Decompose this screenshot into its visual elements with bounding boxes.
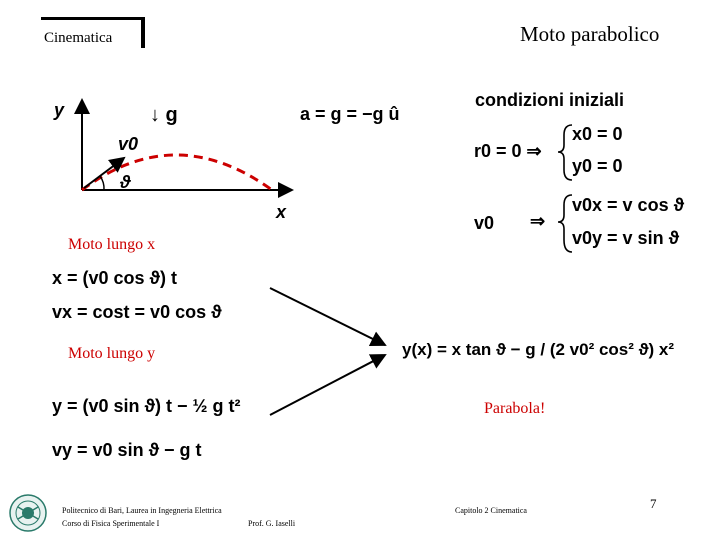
gravity-label: ↓ g <box>150 104 178 126</box>
motion-x-velocity-eq: vx = cost = v0 cos ϑ <box>52 302 222 322</box>
parabola-note: Parabola! <box>484 400 546 417</box>
acceleration-formula: a = g = −g û <box>300 104 400 124</box>
footer-chapter: Capitolo 2 Cinematica <box>455 506 527 515</box>
v0y-condition: v0y = v sin ϑ <box>572 228 680 248</box>
trajectory-curve <box>82 155 272 190</box>
motion-y-velocity-eq: vy = v0 sin ϑ − g t <box>52 440 202 460</box>
y-axis-label: y <box>54 100 65 120</box>
angle-arc <box>100 176 104 190</box>
footer-course: Corso di Fisica Sperimentale I <box>62 519 160 528</box>
initial-conditions-heading: condizioni iniziali <box>475 90 625 110</box>
motion-x-position-eq: x = (v0 cos ϑ) t <box>52 268 178 288</box>
angle-label: ϑ <box>120 172 131 192</box>
x-axis-label: x <box>276 202 287 222</box>
y0-condition: y0 = 0 <box>572 156 623 176</box>
footer-professor: Prof. G. Iaselli <box>248 519 296 528</box>
section-title: Cinematica <box>44 30 113 46</box>
slide-title: Moto parabolico <box>520 22 660 46</box>
velocity-label: v0 <box>118 134 139 154</box>
page-number: 7 <box>650 496 657 511</box>
v0x-condition: v0x = v cos ϑ <box>572 195 685 215</box>
v0-vector-label: v0 <box>474 213 495 233</box>
brace-r0 <box>558 125 572 180</box>
footer-institution: Politecnico di Bari, Laurea in Ingegneria Elettrica <box>62 506 222 515</box>
r0-condition: r0 = 0 ⇒ <box>474 141 542 161</box>
brace-v0 <box>558 195 572 252</box>
university-logo <box>10 495 46 531</box>
arrow-x-to-trajectory <box>270 288 385 345</box>
motion-y-position-eq: y = (v0 sin ϑ) t − ½ g t² <box>52 396 241 416</box>
arrow-y-to-trajectory <box>270 355 385 415</box>
motion-y-label: Moto lungo y <box>68 345 156 362</box>
implies-arrow: ⇒ <box>530 211 546 231</box>
trajectory-equation: y(x) = x tan ϑ − g / (2 v0² cos² ϑ) x² <box>402 340 675 359</box>
x0-condition: x0 = 0 <box>572 124 623 144</box>
motion-x-label: Moto lungo x <box>68 236 156 253</box>
